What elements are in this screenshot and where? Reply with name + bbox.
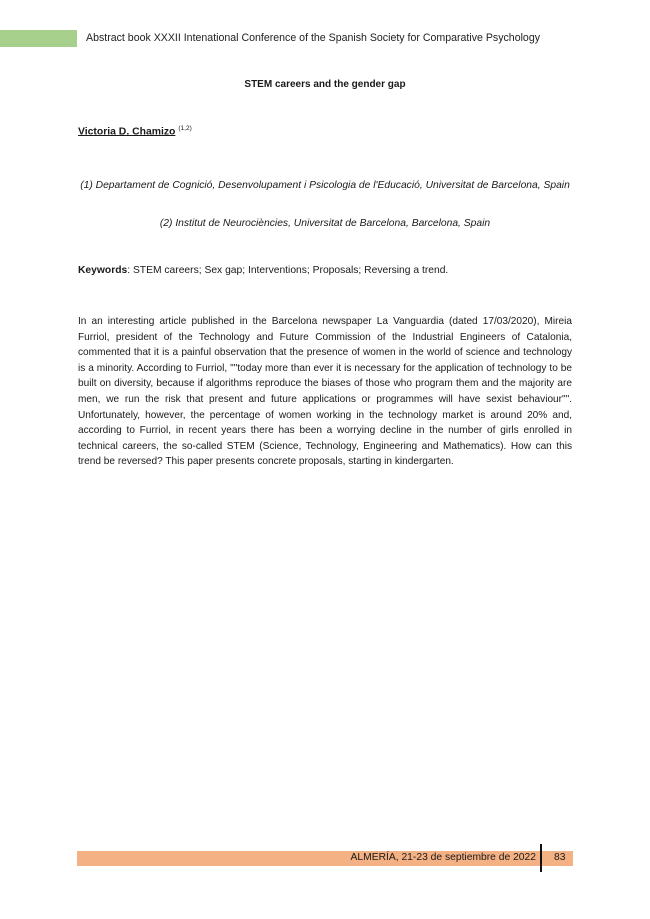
paper-title: STEM careers and the gender gap [244,79,406,90]
keywords-text: : STEM careers; Sex gap; Interventions; Proposals; Reversing a trend. [127,265,449,276]
author-name: Victoria D. Chamizo [78,126,176,138]
author-line [78,125,192,137]
page-number: 83 [554,852,566,863]
running-header: Abstract book XXXII Intenational Conference of the Spanish Society for Comparative Psychology [86,32,541,44]
abstract-body: In an interesting article published in the Barcelona newspaper La Vanguardia (dated 17/03/2020), Mireia Furriol, president of the Technology and Future Commission of the Industrial Engineers of Catalonia, commented that it is a painful observation that the presence of women in the world of science and technology is a minority. According to Furriol, ""today more than ever it is necessary for the application of technology to be built on diversity, because if algorithms reproduce the biases of those who program them and the majority are men, we run the risk that present and future applications or programmes will have sexist behaviour"". Unfortunately, however, the percentage of women working in the technology market is around 20% and, according to Furriol, in recent years there has been a worrying decline in the number of girls enrolled in technical careers, the so-called STEM (Science, Technology, Engineering and Mathematics). How can this trend be reversed? This paper presents concrete proposals, starting in kindergarten. [78,316,572,468]
footer-divider [540,844,542,872]
header-accent-bar [0,30,77,47]
keywords-line [78,265,448,276]
footer-venue-date: ALMERÍA, 21-23 de septiembre de 2022 [350,852,536,863]
keywords-label: Keywords [78,265,128,276]
author-affiliation-marks: (1,2) [178,125,192,132]
affiliation-2: (2) Institut de Neurociències, Universitat de Barcelona, Barcelona, Spain [159,218,491,229]
affiliation-1: (1) Departament de Cognició, Desenvolupament i Psicologia de l'Educació, Universitat de Barcelona, Spain [80,180,570,191]
